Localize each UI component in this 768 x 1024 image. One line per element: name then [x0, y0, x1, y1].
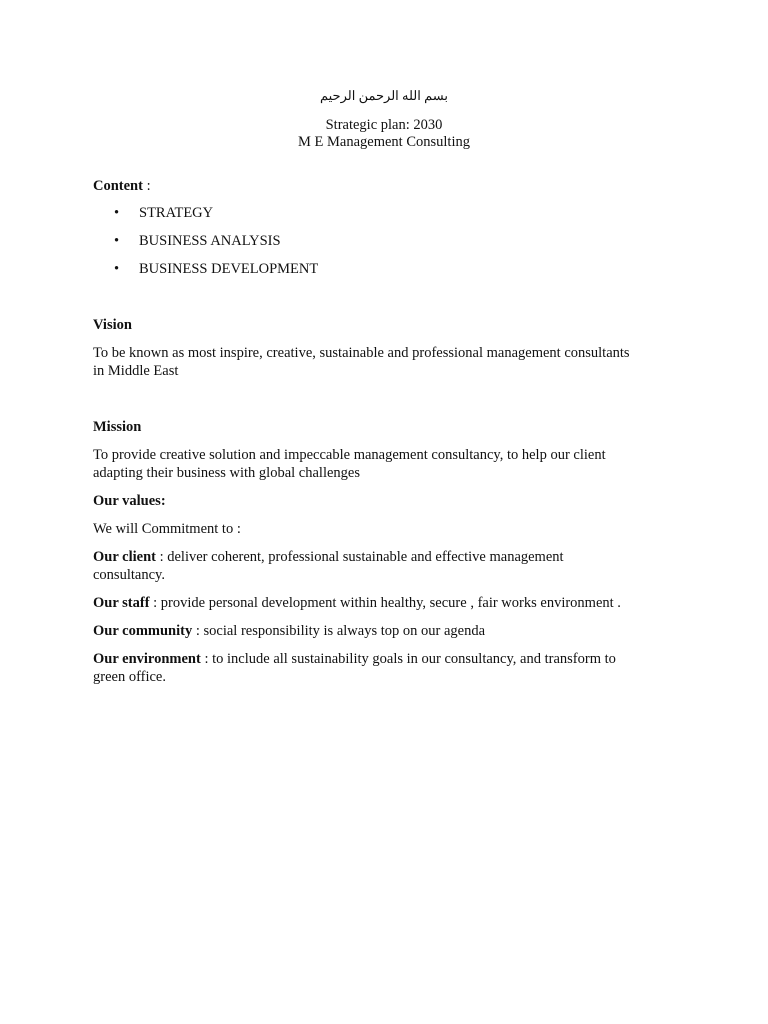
basmala: بسم الله الرحمن الرحيم	[319, 88, 448, 103]
mission-heading: Mission	[93, 419, 142, 435]
value-client-text: : deliver coherent, professional sustainable and effective management	[155, 549, 564, 565]
value-client-label: Our client	[93, 549, 156, 565]
value-environment-line2: green office.	[93, 669, 166, 685]
value-community-label: Our community	[93, 623, 193, 639]
vision-text-line2: in Middle East	[93, 363, 179, 379]
value-client-line1	[93, 548, 683, 566]
vision-heading: Vision	[93, 317, 132, 333]
bullet-icon: •	[114, 205, 120, 221]
value-community	[93, 622, 683, 640]
mission-text-line1: To provide creative solution and impeccable management consultancy, to help our client	[93, 447, 606, 463]
company-name: M E Management Consulting	[298, 134, 470, 150]
list-item-label: BUSINESS ANALYSIS	[139, 233, 281, 249]
list-item-label: BUSINESS DEVELOPMENT	[139, 261, 319, 277]
document-title: Strategic plan: 2030	[325, 117, 443, 133]
bullet-icon: •	[114, 261, 120, 277]
content-heading	[93, 177, 683, 195]
value-environment-label: Our environment	[93, 651, 201, 667]
vision-text-line1: To be known as most inspire, creative, sustainable and professional management consultants	[93, 345, 630, 361]
values-heading: Our values:	[93, 493, 166, 509]
mission-text-line2: adapting their business with global challenges	[93, 465, 360, 481]
value-staff-label: Our staff	[93, 595, 150, 611]
bullet-icon: •	[114, 233, 120, 249]
content-list	[114, 204, 318, 288]
list-item	[114, 232, 318, 260]
value-client-line2: consultancy.	[93, 567, 165, 583]
list-item	[114, 204, 318, 232]
list-item	[114, 260, 318, 288]
value-staff-text: : provide personal development within healthy, secure , fair works environment .	[149, 595, 621, 611]
content-label: Content	[93, 178, 143, 194]
value-community-text: : social responsibility is always top on our agenda	[192, 623, 486, 639]
content-separator: :	[142, 178, 151, 194]
value-environment-text: : to include all sustainability goals in our consultancy, and transform to	[200, 651, 616, 667]
value-environment-line1	[93, 650, 683, 668]
list-item-label: STRATEGY	[139, 205, 214, 221]
values-intro: We will Commitment to :	[93, 521, 241, 537]
value-staff	[93, 594, 683, 612]
